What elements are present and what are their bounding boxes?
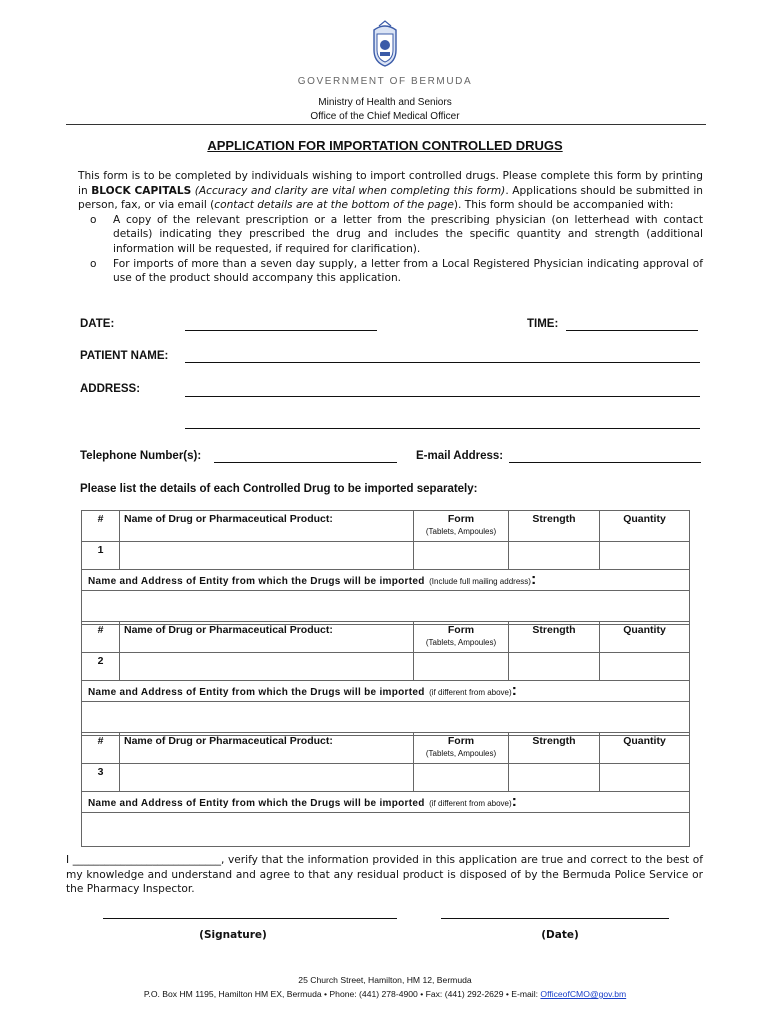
form-cell[interactable] <box>414 764 509 792</box>
intro-bullet-1: o A copy of the relevant prescription or a letter from the prescribing physician (on letterhead with contact details) indicating they prescribed the drug and includes the specific quantity and strength (additional information will be requested, if required for clarification). <box>90 213 703 255</box>
quantity-cell[interactable] <box>600 542 690 570</box>
form-title: APPLICATION FOR IMPORTATION CONTROLLED DRUGS <box>207 138 563 153</box>
footer-address: 25 Church Street, Hamilton, HM 12, Bermuda <box>298 975 472 985</box>
row-number: 3 <box>82 764 120 792</box>
quantity-cell[interactable] <box>600 764 690 792</box>
drug-name-cell[interactable] <box>120 653 414 681</box>
drug-name-header: Name of Drug or Pharmaceutical Product: <box>120 511 414 542</box>
date-field[interactable] <box>185 330 377 331</box>
form-header: Form (Tablets, Ampoules) <box>414 733 509 764</box>
strength-header: Strength <box>509 511 600 542</box>
drug-table-3 <box>81 732 690 847</box>
drug-name-cell[interactable] <box>120 764 414 792</box>
entity-address-cell[interactable] <box>82 813 690 847</box>
intro-text: This form is to be completed by individuals wishing to import controlled drugs. Please complete this form by printing in BLOCK CAPITALS (Accuracy and clarity are vital when completing this form). Applications should be submitted in person, fax, or via email (contact details are at the bottom of the page). This form should be accompanied with: o A copy of the relevant prescription or a letter from the prescribing physician (on letterhead with contact details) indicating they prescribed the drug and includes the specific quantity and strength (additional information will be requested, if required for clarification). o For imports of more than a seven day supply, a letter from a Local Registered Physician indicating approval of use of the product should accompany this application. <box>78 170 703 285</box>
telephone-field[interactable] <box>214 462 397 463</box>
patient-name-field[interactable] <box>185 362 700 363</box>
drug-name-cell[interactable] <box>120 542 414 570</box>
date-signed-field[interactable] <box>441 918 669 919</box>
entity-label-row: Name and Address of Entity from which the Drugs will be imported (if different from above): <box>82 792 690 813</box>
verifier-name-field[interactable]: ____________________________ <box>72 854 222 866</box>
patient-name-label: PATIENT NAME: <box>80 350 169 362</box>
time-label: TIME: <box>527 318 559 330</box>
ministry-name: Ministry of Health and Seniors <box>318 97 452 108</box>
form-header: Form (Tablets, Ampoules) <box>414 622 509 653</box>
date-signed-label: (Date) <box>541 929 579 941</box>
row-number: 2 <box>82 653 120 681</box>
strength-header: Strength <box>509 733 600 764</box>
intro-bullet-2: o For imports of more than a seven day supply, a letter from a Local Registered Physician indicating approval of use of the product should accompany this application. <box>90 257 703 285</box>
footer-email-link[interactable]: OfficeofCMO@gov.bm <box>540 989 627 999</box>
time-field[interactable] <box>566 330 698 331</box>
drug-table-1 <box>81 510 690 625</box>
signature-label: (Signature) <box>199 929 267 941</box>
address-field-line-1[interactable] <box>185 396 700 397</box>
telephone-label: Telephone Number(s): <box>80 450 202 462</box>
strength-cell[interactable] <box>509 653 600 681</box>
quantity-cell[interactable] <box>600 653 690 681</box>
entity-label-row: Name and Address of Entity from which the Drugs will be imported (if different from above): <box>82 681 690 702</box>
entity-address-cell[interactable] <box>82 702 690 736</box>
footer-contact: P.O. Box HM 1195, Hamilton HM EX, Bermuda • Phone: (441) 278-4900 • Fax: (441) 292-2629 • E-mail: OfficeofCMO@gov.bm <box>143 989 627 999</box>
government-name: GOVERNMENT OF BERMUDA <box>297 76 473 87</box>
drug-name-header: Name of Drug or Pharmaceutical Product: <box>120 622 414 653</box>
quantity-header: Quantity <box>600 511 690 542</box>
strength-cell[interactable] <box>509 542 600 570</box>
num-header: # <box>82 733 120 764</box>
bermuda-crest-icon <box>368 20 402 68</box>
drug-table-2 <box>81 621 690 736</box>
num-header: # <box>82 622 120 653</box>
email-field[interactable] <box>509 462 701 463</box>
drug-name-header: Name of Drug or Pharmaceutical Product: <box>120 733 414 764</box>
quantity-header: Quantity <box>600 622 690 653</box>
address-field-line-2[interactable] <box>185 428 700 429</box>
quantity-header: Quantity <box>600 733 690 764</box>
office-name: Office of the Chief Medical Officer <box>310 111 460 122</box>
header-rule <box>66 124 706 125</box>
form-header: Form (Tablets, Ampoules) <box>414 511 509 542</box>
entity-label-row: Name and Address of Entity from which the Drugs will be imported (Include full mailing address): <box>82 570 690 591</box>
form-cell[interactable] <box>414 653 509 681</box>
strength-header: Strength <box>509 622 600 653</box>
signature-field[interactable] <box>103 918 397 919</box>
date-label: DATE: <box>80 318 115 330</box>
entity-address-cell[interactable] <box>82 591 690 625</box>
email-label: E-mail Address: <box>416 450 504 462</box>
strength-cell[interactable] <box>509 764 600 792</box>
form-cell[interactable] <box>414 542 509 570</box>
num-header: # <box>82 511 120 542</box>
row-number: 1 <box>82 542 120 570</box>
verification-statement: I ____________________________, verify that the information provided in this application are true and correct to the best of my knowledge and understand and agree to that any residual product is disposed of by the Bermuda Police Service or the Pharmacy Inspector. <box>66 854 703 896</box>
list-instruction: Please list the details of each Controlled Drug to be imported separately: <box>80 483 478 495</box>
address-label: ADDRESS: <box>80 383 141 395</box>
